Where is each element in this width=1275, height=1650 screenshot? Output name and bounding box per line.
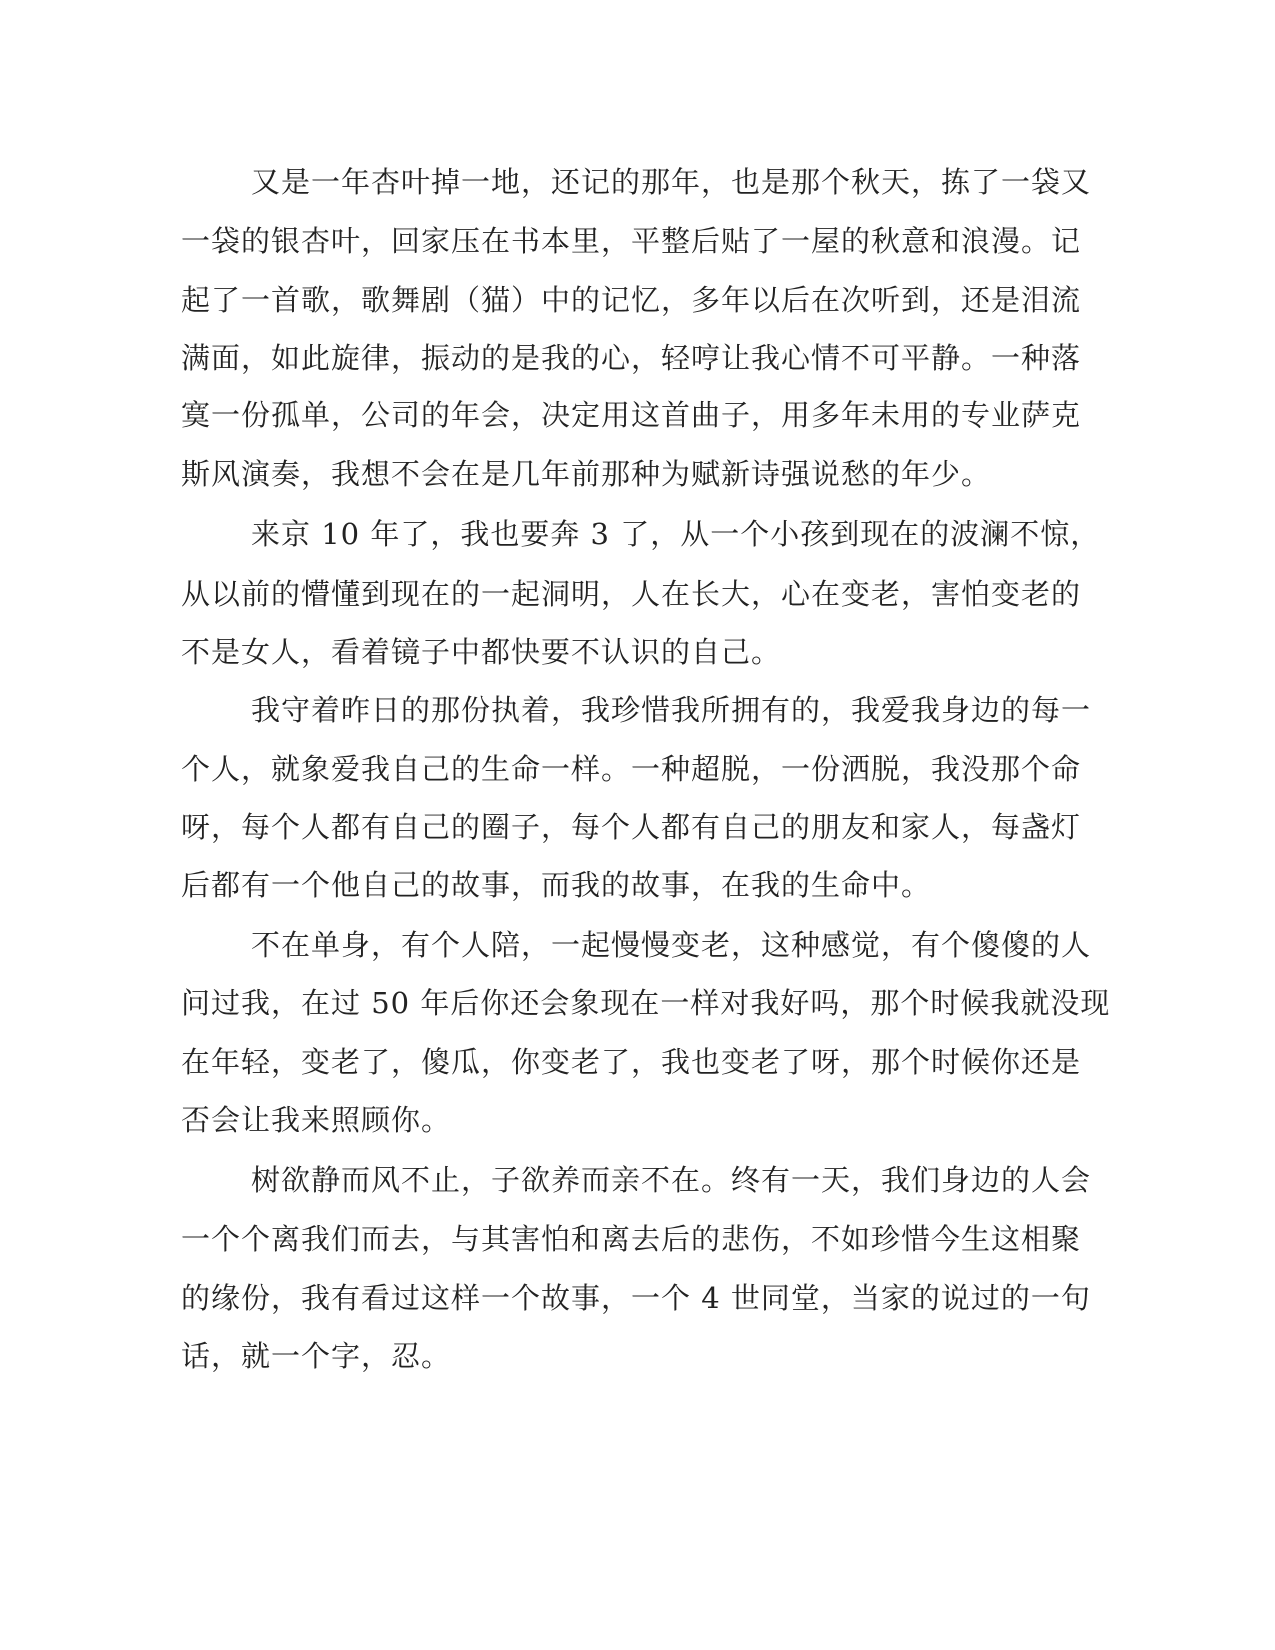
paragraph-2-line-2: 从以前的懵懂到现在的一起洞明，人在长大，心在变老，害怕变老的 [181,577,1082,611]
paragraph-4-line-3: 在年轻，变老了，傻瓜，你变老了，我也变老了呀，那个时候你还是 [181,1045,1082,1079]
paragraph-1-line-2: 一袋的银杏叶，回家压在书本里，平整后贴了一屋的秋意和浪漫。记 [181,224,1082,258]
paragraph-3-line-2: 个人，就象爱我自己的生命一样。一种超脱，一份洒脱，我没那个命 [181,752,1082,786]
paragraph-5-line-1: 树欲静而风不止，子欲养而亲不在。终有一天，我们身边的人会 [251,1163,1092,1197]
paragraph-2-line-3: 不是女人，看着镜子中都快要不认识的自己。 [181,635,782,669]
paragraph-4-line-4: 否会让我来照顾你。 [181,1103,452,1137]
paragraph-3-line-1: 我守着昨日的那份执着，我珍惜我所拥有的，我爱我身边的每一 [251,693,1092,727]
paragraph-1-line-6: 斯风演奏，我想不会在是几年前那种为赋新诗强说愁的年少。 [181,457,992,491]
paragraph-1-line-1: 又是一年杏叶掉一地，还记的那年，也是那个秋天，拣了一袋又 [251,165,1092,199]
paragraph-5-line-4: 话，就一个字，忍。 [181,1339,452,1373]
paragraph-1-line-5: 寞一份孤单，公司的年会，决定用这首曲子，用多年未用的专业萨克 [181,398,1082,432]
paragraph-3-line-3: 呀，每个人都有自己的圈子，每个人都有自己的朋友和家人，每盏灯 [181,810,1082,844]
paragraph-5-line-3: 的缘份，我有看过这样一个故事，一个 4 世同堂，当家的说过的一句 [181,1281,1091,1315]
paragraph-2-line-1: 来京 10 年了，我也要奔 3 了，从一个小孩到现在的波澜不惊， [251,517,1101,551]
paragraph-1-line-4: 满面，如此旋律，振动的是我的心，轻哼让我心情不可平静。一种落 [181,341,1082,375]
paragraph-4-line-2: 问过我，在过 50 年后你还会象现在一样对我好吗，那个时候我就没现 [181,986,1111,1020]
paragraph-5-line-2: 一个个离我们而去，与其害怕和离去后的悲伤，不如珍惜今生这相聚 [181,1222,1082,1256]
paragraph-4-line-1: 不在单身，有个人陪，一起慢慢变老，这种感觉，有个傻傻的人 [251,928,1092,962]
paragraph-1-line-3: 起了一首歌，歌舞剧（猫）中的记忆，多年以后在次听到，还是泪流 [181,283,1082,317]
paragraph-3-line-4: 后都有一个他自己的故事，而我的故事，在我的生命中。 [181,868,932,902]
